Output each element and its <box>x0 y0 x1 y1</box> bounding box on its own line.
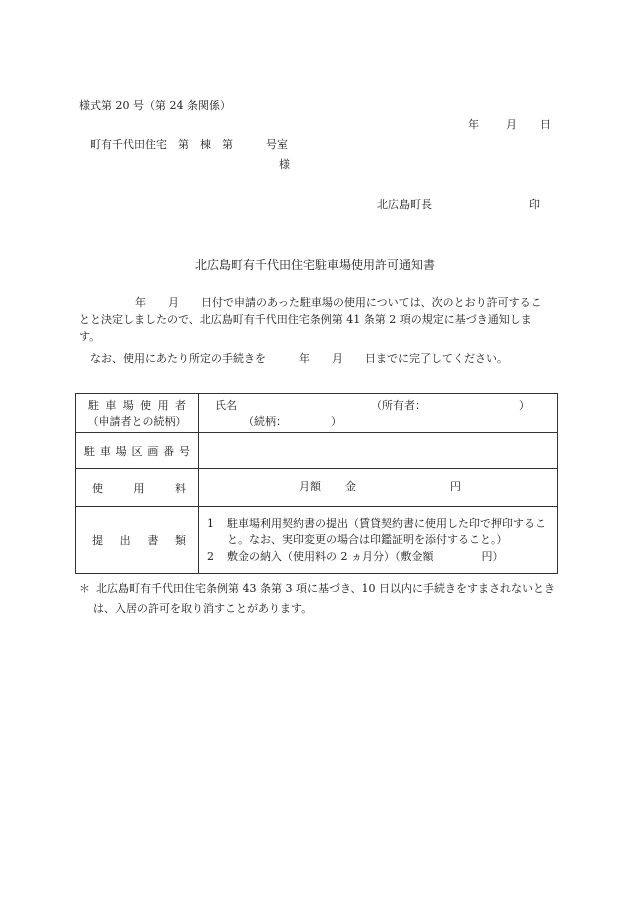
value-parking-user <box>199 394 558 433</box>
form-number: 様式第 20 号（第 24 条関係） <box>79 99 231 112</box>
body-paragraph-2: なお、使用にあたり所定の手続きを 年 月 日までに完了してください。 <box>90 352 508 365</box>
name-label: 氏名 <box>215 399 237 412</box>
table-row-space-number <box>76 433 558 469</box>
relation-close: ） <box>331 415 342 428</box>
label-space-number: 駐 車 場 区 画 番 号 <box>76 433 199 469</box>
date-month: 月 <box>506 118 517 131</box>
monthly-label: 月額 <box>299 480 321 493</box>
label-parking-user-main: 駐 車 場 使 用 者 <box>88 399 186 412</box>
seal-mark: 印 <box>529 198 540 211</box>
label-fee: 使 用 料 <box>76 469 199 507</box>
permit-table <box>75 393 558 574</box>
value-space-number <box>199 433 558 469</box>
amount-label: 金 <box>345 480 356 493</box>
owner-label: （所有者： <box>371 399 426 412</box>
footnote <box>79 579 569 619</box>
value-documents <box>199 507 558 574</box>
document-item-2: 2 敷金の納入（使用料の 2 ヵ月分）（敷金額 円） <box>207 549 504 563</box>
label-parking-user <box>76 394 199 433</box>
footnote-mark: ＊ <box>79 582 90 595</box>
label-documents: 提 出 書 類 <box>76 507 199 574</box>
value-fee <box>199 469 558 507</box>
date-day: 日 <box>540 118 551 131</box>
label-relation-sub: （申請者との続柄） <box>87 415 187 428</box>
table-row-user <box>76 394 558 433</box>
document-item-1: 1 駐車場利用契約書の提出（賃貸契約書に使用した印で押印すること。なお、実印変更の場合は印鑑証明を添付すること。） <box>207 516 546 546</box>
table-row-fee <box>76 469 558 507</box>
recipient-address: 町有千代田住宅 第 棟 第 号室 <box>90 138 288 151</box>
yen-label: 円 <box>450 480 461 493</box>
body-paragraph-1: 年 月 日付で申請のあった駐車場の使用については、次のとおり許可することと決定しましたので、北広島町有千代田住宅条例第 41 条第 2 項の規定に基づき通知します。 <box>79 296 542 343</box>
recipient-honorific: 様 <box>279 158 290 171</box>
document-title: 北広島町有千代田住宅駐車場使用許可通知書 <box>194 258 435 272</box>
table-row-documents <box>76 507 558 574</box>
footnote-text: 北広島町有千代田住宅条例第 43 条第 3 項に基づき、10 日以内に手続きをすまされないときは、入居の許可を取り消すことがあります。 <box>93 582 556 615</box>
owner-close: ） <box>519 399 530 412</box>
relation-label: （続柄： <box>243 415 287 428</box>
date-year: 年 <box>468 118 479 131</box>
issuer-name: 北広島町長 <box>377 198 432 211</box>
